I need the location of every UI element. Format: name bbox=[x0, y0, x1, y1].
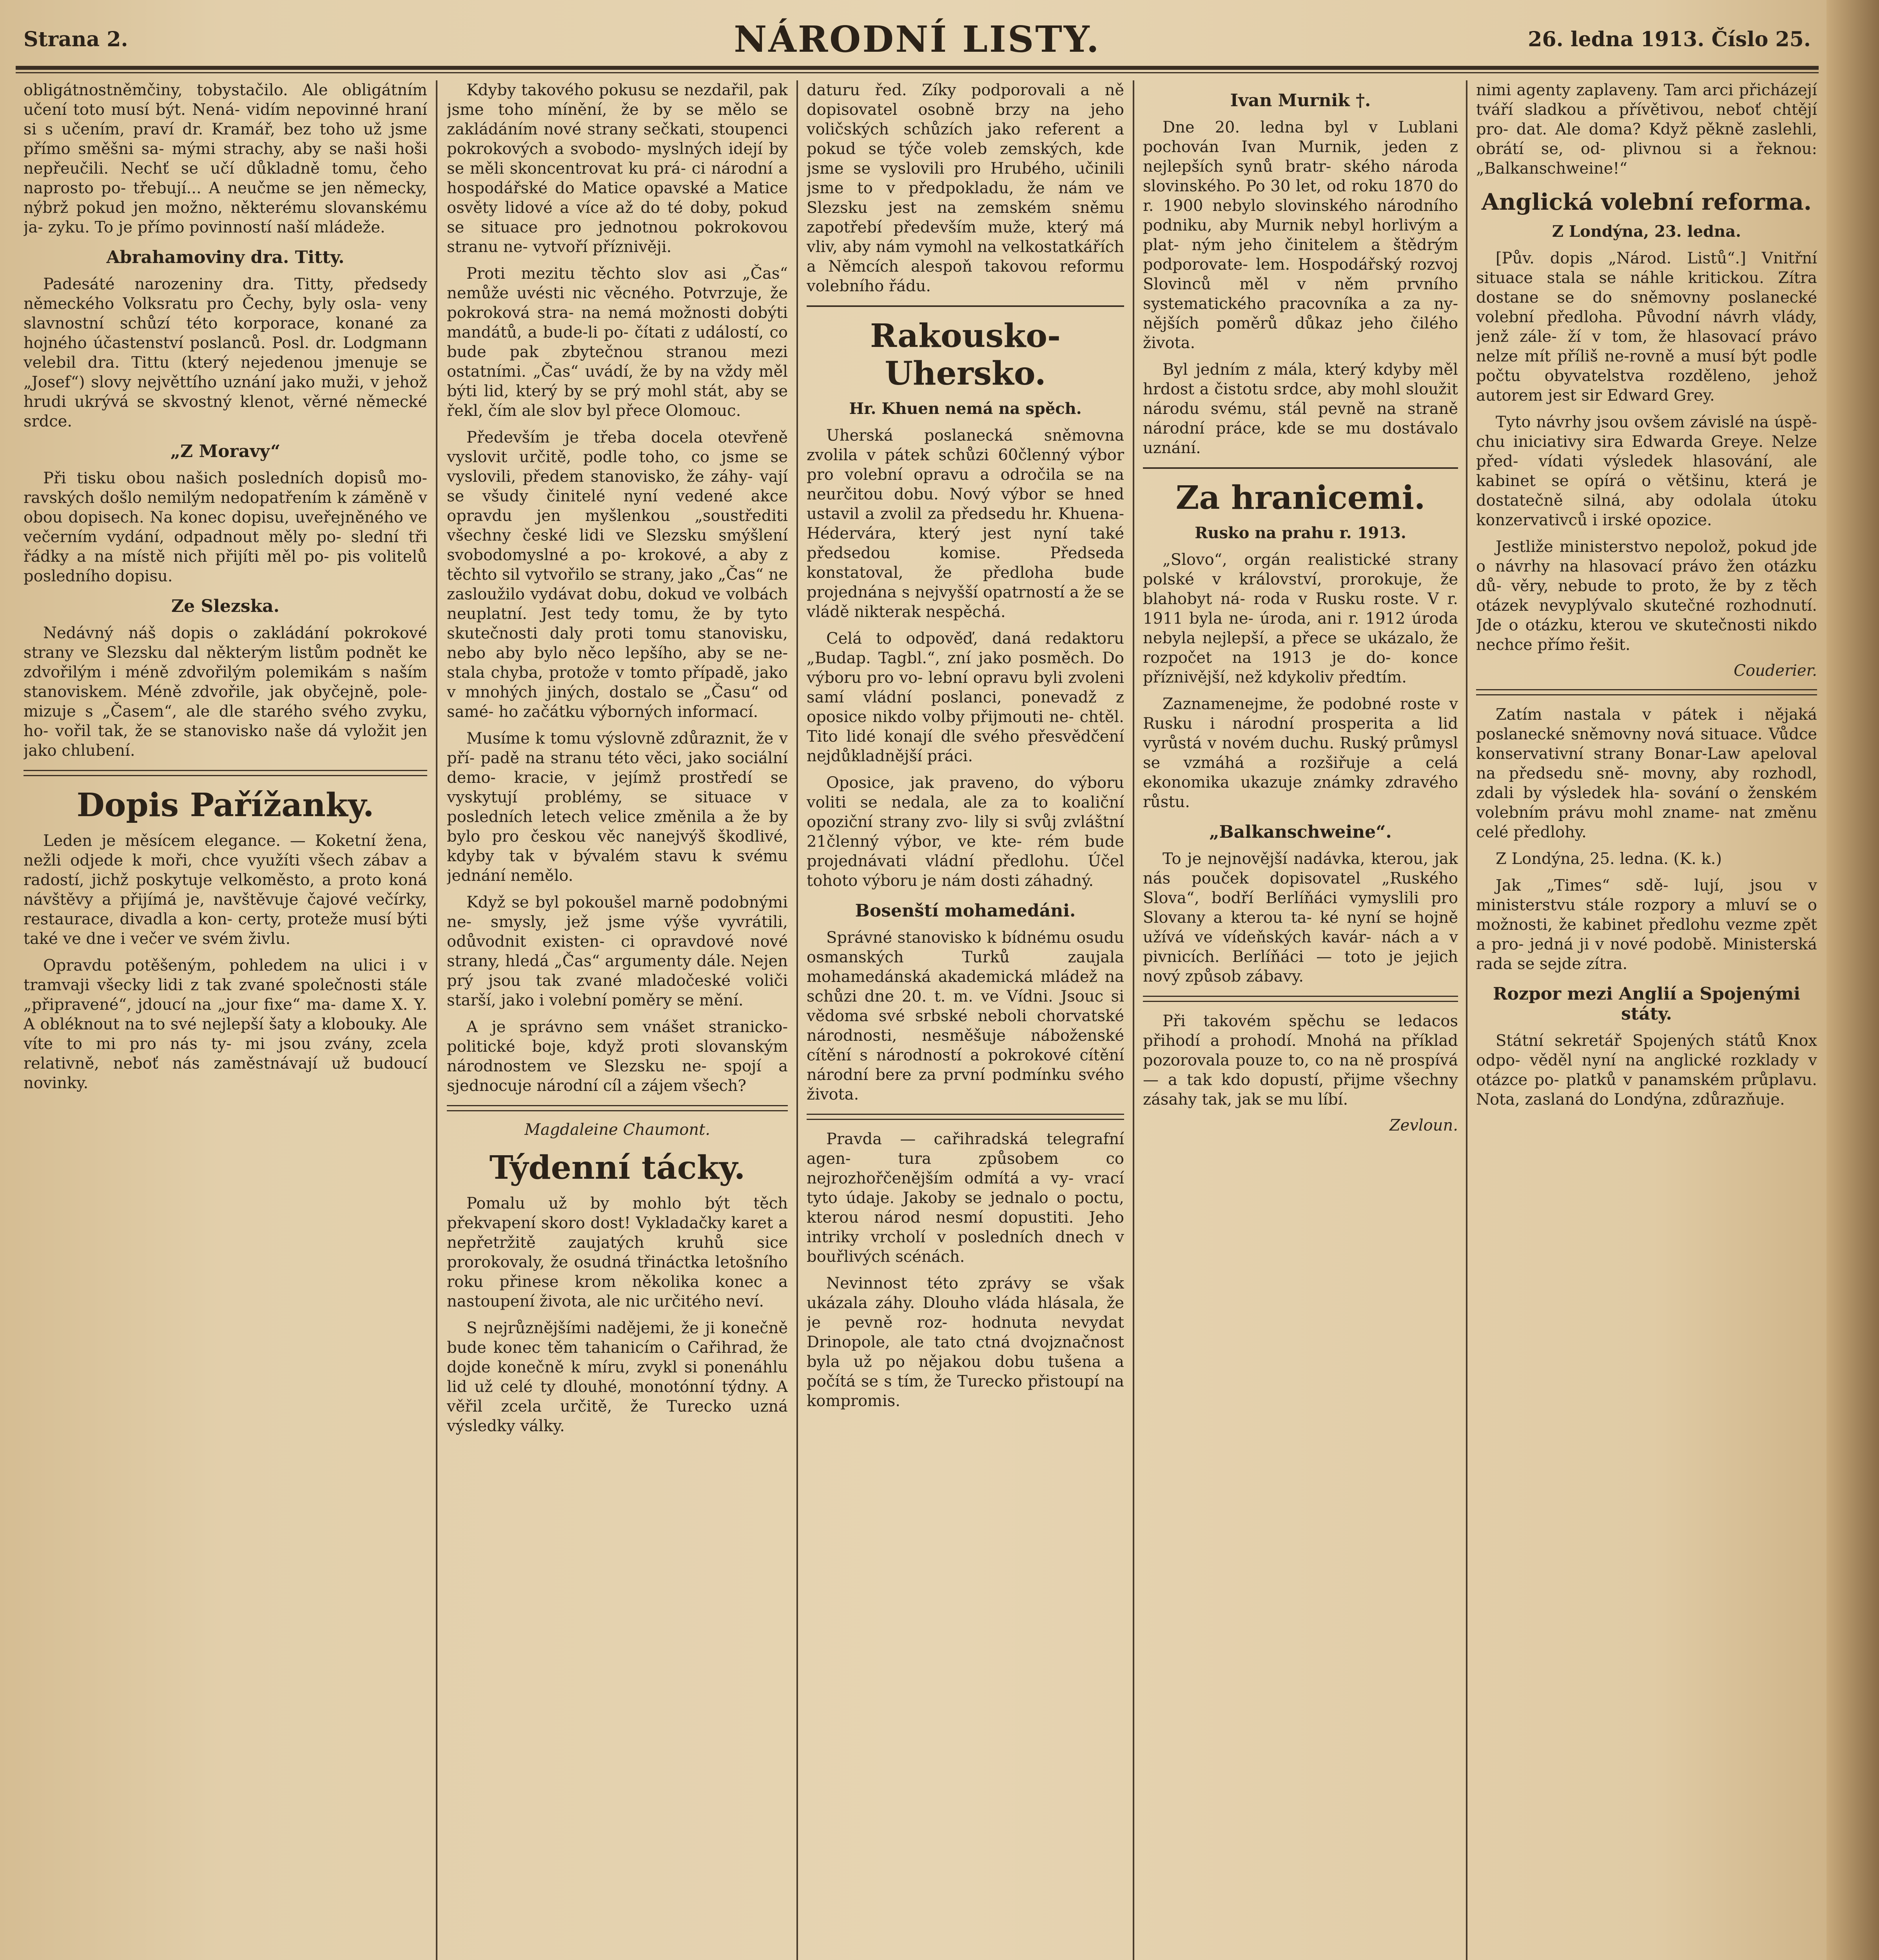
article-text: Celá to odpověď, daná redaktoru „Budap. Tagbl.“, zní jako posměch. Do výboru pro vo- lební opravu byli zvoleni samí vládní poslanci, ponevadž z oposice nikdo volby přijmouti ne- chtěl. Tito lidé konají dle svého přesvědčení nejdůkladnější práci. bbox=[807, 630, 1124, 765]
article-text: Když se byl pokoušel marně podobnými ne- smysly, jež jsme výše vyvrátili, odůvodnit existen- ci opravdové nové strany, hledá „Čas“ argumenty dále. Nejen prý jsou tak zvané mladočeské voliči starší, jako i volební poměry se mění. bbox=[447, 893, 788, 1009]
article-text: To je nejnovější nadávka, kterou, jak nás pouček dopisovatel „Ruského Slova“, bodří Berlíňáci vymyslili pro Slovany a kterou ta- ké nyní se hojně užívá ve vídeňských kavár- nách a v pivnicích. Berlíňáci — toto je jejich nový způsob zábavy. bbox=[1143, 850, 1458, 985]
feuilleton-headline: Dopis Pařížanky. bbox=[76, 786, 374, 824]
article-text: S nejrůznějšími nadějemi, že ji konečně bude konec těm tahanicím o Cařihrad, že dojde konečně k míru, zvykl si ponenáhlu lid už celé ty dlouhé, monotónní týdny. A věřil zcela určitě, že Turecko uzná výsledky války. bbox=[447, 1319, 788, 1435]
masthead-rule-thin bbox=[16, 72, 1819, 73]
article-text: Kdyby takového pokusu se nezdařil, pak jsme toho mínění, že by se mělo se zakládáním nové strany sečkati, stoupenci pokrokových a svobodo- myslných idejí by se měli skoncentrovat ku prá- ci národní a hospodářské do Matice opavské a Matice osvěty lidové a více až do té doby, pokud se situace pro jednotnou pokrokovou stranu ne- vytvoří příznivěji. bbox=[447, 81, 788, 256]
article-headline: „Balkanschweine“. bbox=[1209, 822, 1392, 842]
masthead-rule bbox=[16, 66, 1819, 70]
author-signature: Magdaleine Chaumont. bbox=[524, 1121, 710, 1139]
article-subheadline: Rusko na prahu r. 1913. bbox=[1195, 524, 1406, 542]
article-headline: Bosenští mohamedáni. bbox=[855, 901, 1076, 921]
article-text: Opravdu potěšeným, pohledem na ulici i v tramvaji všecky lidi z tak zvané společnosti stále „připravené“, jdoucí na „jour fixe“ ma- dame X. Y. A obléknout na to své nejlepší šaty a klobouky. Ale víte to mi pro nás ty- mi jsou zvány, zcela relativně, neboť nás zaměstnávají už budoucí novinky. bbox=[24, 956, 427, 1092]
article-text: Oposice, jak praveno, do výboru voliti se nedala, ale za to koaliční opoziční strany zvo- lily si svůj zvláštní 21členný výbor, ve kte- rém bude projednávati vládní předlohu. Účel tohoto výboru je nám dosti záhadný. bbox=[807, 774, 1124, 890]
article-text: Především je třeba docela otevřeně vyslovit určitě, podle toho, co jsme se vyslovili, předem stanovisko, že záhy- vají se všudy činitelé nyní vedené akce opravdu jen myšlenkou „soustřediti všechny české lidi ve Slezsku smýšlení svobodomyslné a po- krokové, a aby z těchto sil vytvořilo se strany, jako „Čas“ ne zasloužilo vydávat dobu, dokud ve volbách neuplatní. Jest tedy tomu, že by tyto skutečnosti daly proti tomu stanovisku, nebo aby bylo něco lepšího, aby se ne- stala chyba, protože v tomto případě, jako v mnohých jiných, dostalo se „Času“ od samé- ho začátku výborných informací. bbox=[447, 428, 788, 721]
article-text: Jak „Times“ sdě- lují, jsou v ministerstvu stále rozpory a mluví se o možnosti, že kabinet předlohu vezme zpět a pro- jedná ji v nové podobě. Ministerská rada se sejde zítra. bbox=[1476, 877, 1817, 973]
article-text: Při takovém spěchu se ledacos přihodí a prohodí. Mnohá na příklad pozorovala pouze to, co na ně prospívá — a tak kdo dopustí, přijme všechny zásahy tak, jak se mu líbí. bbox=[1143, 1012, 1458, 1109]
article-text: daturu řed. Zíky podporovali a ně dopisovatel osobně brzy na jeho voličských schůzích jako referent a pokud se týče voleb zemských, kde jsme se vyslovili pro Hrubého, učinili jsme to v předpokladu, že nám ve Slezsku jest na zemském sněmu zapotřebí především muže, který má vliv, aby nám vymohl na velkostatkářích a Němcích alespoň takovou reformu volebního řádu. bbox=[807, 81, 1124, 295]
feuilleton-headline: Týdenní tácky. bbox=[489, 1149, 745, 1187]
article-headline: Abrahamoviny dra. Titty. bbox=[106, 247, 345, 267]
column-3 bbox=[807, 80, 1124, 1960]
section-divider bbox=[1143, 996, 1458, 1002]
newspaper-title: NÁRODNÍ LISTY. bbox=[734, 18, 1101, 60]
section-divider bbox=[447, 1105, 788, 1111]
column-separator bbox=[796, 80, 798, 1960]
article-text: „Slovo“, orgán realistické strany polské v království, prorokuje, že blahobyt ná- roda v Rusku roste. V r. 1911 byla ne- úroda, ani r. 1912 úroda nebyla nejlepší, a přece se ukázalo, že rozpočet na 1913 je do- konce příznivější, než kdykoliv předtím. bbox=[1143, 551, 1458, 686]
article-text: Padesáté narozeniny dra. Titty, předsedy německého Volksratu pro Čechy, byly osla- veny slavnostní schůzí této korporace, konané za hojného účastenství poslanců. Posl. dr. Lodgmann velebil dra. Tittu (který nejedenou jmenuje se „Josef“) slovy největtího uznání jako muži, v jehož hrudi ukrývá se skvostný klenot, věrné německé srdce. bbox=[24, 275, 427, 430]
column-separator bbox=[1133, 80, 1134, 1960]
article-text: nimi agenty zaplaveny. Tam arci přicházejí tváří sladkou a přívětivou, neboť chtějí pro- dat. Ale doma? Když pěkně zaslehli, obrátí se, od- plivnou si a řeknou: „Balkanschweine!“ bbox=[1476, 81, 1817, 178]
article-text: Zaznamenejme, že podobné roste v Rusku i národní prosperita a lid vyrůstá v novém duchu. Ruský průmysl se vzmáhá a rozšiřuje a celá ekonomika ukazuje známky zdravého růstu. bbox=[1143, 695, 1458, 811]
article-text: Leden je měsícem elegance. — Koketní žena, nežli odjede k moři, chce využíti všech zábav a radostí, jichž poskytuje velkoměsto, a proto koná návštěvy a přijímá je, navštěvuje čajové večírky, restaurace, divadla a kon- certy, proteže musí býti také ve dne i večer ve svém živlu. bbox=[24, 832, 427, 948]
section-divider bbox=[1143, 467, 1458, 469]
column-4 bbox=[1143, 80, 1458, 1960]
author-signature: Couderier. bbox=[1734, 662, 1817, 680]
article-headline: Anglická volební reforma. bbox=[1481, 189, 1812, 215]
article-text: Zatím nastala v pátek i nějaká poslanecké sněmovny nová situace. Vůdce konservativní strany Bonar-Law apeloval na předsedu sně- movny, aby rozhodl, zdali by výsledek hla- sování o ženském volebním právu mohl zname- nat změnu celé předlohy. bbox=[1476, 706, 1817, 841]
issue-date: 26. ledna 1913. Číslo 25. bbox=[1528, 27, 1811, 51]
column-separator bbox=[436, 80, 437, 1960]
article-text: [Pův. dopis „Národ. Listů“.] Vnitřní situace stala se náhle kritickou. Zítra dostane se do sněmovny poslanecké volební předloha. Původní návrh vlády, jenž zále- ží v tom, že hlasovací právo nelze mít příliš ne-rovně a musí být podle počtu obyvatelstva rozděleno, jehož autorem jest sir Edward Grey. bbox=[1476, 249, 1817, 405]
article-subheadline: Hr. Khuen nemá na spěch. bbox=[849, 399, 1082, 418]
column-2 bbox=[447, 80, 788, 1960]
article-dateline: Z Londýna, 23. ledna. bbox=[1552, 222, 1741, 241]
article-headline: „Z Moravy“ bbox=[170, 441, 281, 461]
column-separator bbox=[1466, 80, 1467, 1960]
section-headline: Rakousko-Uhersko. bbox=[870, 317, 1061, 392]
masthead bbox=[16, 8, 1819, 67]
article-text: Státní sekretář Spojených států Knox odpo- věděl nyní na anglické rozklady v otázce po- platků v panamském průplavu. Nota, zaslaná do Londýna, zdůrazňuje. bbox=[1476, 1032, 1817, 1109]
article-text: Pomalu už by mohlo být těch překvapení skoro dost! Vykladačky karet a nepřetržitě zaujatých kruhů sice prorokovaly, že osudná třináctka letošního roku přinese krom několika konec a nastoupení života, ale nic určitého neví. bbox=[447, 1194, 788, 1310]
article-text: Tyto návrhy jsou ovšem závislé na úspě- chu iniciativy sira Edwarda Greye. Nelze před- vídati výsledek hlasování, ale kabinet se opírá o většinu, která je dostatečně silná, aby odolala útoku konzervativců i irské opozice. bbox=[1476, 413, 1817, 529]
article-text: Nevinnost této zprávy se však ukázala záhy. Dlouho vláda hlásala, že je pevně roz- hodnuta nevydat Drinopole, ale tato ctná dvojznačnost byla už po nějakou dobu tušena a počítá se s tím, že Turecko přistoupí na kompromis. bbox=[807, 1274, 1124, 1410]
page-edge-shadow bbox=[1826, 0, 1879, 1960]
article-text: A je správno sem vnášet stranicko-politické boje, když proti slovanským národnostem ve Slezsku ne- spojí a sjednocuje národní cíl a zájem všech? bbox=[447, 1018, 788, 1095]
article-text: Uherská poslanecká sněmovna zvolila v pátek schůzi 60členný výbor pro volební opravu a odročila se na neurčitou dobu. Nový výbor se hned ustavil a zvolil za předsedu hr. Khuena-Hédervára, který jest nyní také předsedou komise. Předseda konstatoval, že předloha bude projednána s nejvyšší opatrností a že se vládě nikterak nespěchá. bbox=[807, 426, 1124, 621]
article-headline: Ze Slezska. bbox=[171, 596, 279, 616]
article-headline: Rozpor mezi Anglií a Spojenými státy. bbox=[1493, 984, 1800, 1024]
section-divider bbox=[1476, 689, 1817, 695]
article-text: Byl jedním z mála, který kdyby měl hrdost a čistotu srdce, aby mohl sloužit národu svému, stál pevně na straně národní práce, kde se mu dostávalo uznání. bbox=[1143, 361, 1458, 457]
article-text: Správné stanovisko k bídnému osudu osmanských Turků zaujala mohamedánská akademická mládež na schůzi dne 20. t. m. ve Vídni. Jsouc si vědoma své srbské neboli chorvatské národnosti, nesměšuje náboženské cítění s národností a pokrokové cítění národní bere za první podmínku svého života. bbox=[807, 929, 1124, 1103]
article-text: Musíme k tomu výslovně zdůraznit, že v pří- padě na stranu této věci, jako sociální demo- kracie, v jejímž prostředí se vyskytují problémy, se situace v posledních letech velice změnila a že by bylo pro českou věc nanejvýš škodlivé, kdyby tak v bývalém stavu k svému jednání nemělo. bbox=[447, 730, 788, 885]
page-number: Strana 2. bbox=[24, 27, 128, 51]
article-text: obligátnostněmčiny, tobystačilo. Ale obligátním učení toto musí být. Nená- vidím nepovinné hraní si s učením, praví dr. Kramář, bez toho už jsme přímo směšni sa- mými strachy, aby se naši hoši nepřeučili. Nechť se učí důkladně tomu, čeho naprosto po- třebují... A neučme se jen německy, nýbrž pokud jen možno, některému slovanskému ja- zyku. To je přímo povinností naší mládeže. bbox=[24, 81, 427, 236]
article-headline: Ivan Murnik †. bbox=[1230, 91, 1371, 111]
column-1 bbox=[24, 80, 427, 1960]
article-text: Nedávný náš dopis o zakládání pokrokové strany ve Slezsku dal některým listům podnět ke zdvořilým i méně zdvořilým polemikám s naším stanoviskem. Méně zdvořile, jak obyčejně, pole- mizuje s „Časem“, ale dle starého svého zvyku, ho- vořil tak, že se stanovisko naše dá vyložit jen jako chlubení. bbox=[24, 624, 427, 760]
article-dateline: Z Londýna, 25. ledna. (K. k.) bbox=[1496, 850, 1722, 868]
article-text: Jestliže ministerstvo nepolož, pokud jde o návrhy na hlasovací právo žen otázku dů- věry, nebude to proto, že by z těch otázek nevyplývalo skutečné rozhodnutí. Jde o otázku, kterou ve skutečnosti nikdo nechce přímo řešit. bbox=[1476, 538, 1817, 654]
section-divider bbox=[807, 1114, 1124, 1120]
author-signature: Zevloun. bbox=[1389, 1116, 1458, 1134]
article-text: Proti mezitu těchto slov asi „Čas“ nemůže uvésti nic věcného. Potvrzuje, že pokroková stra- na nemá možnosti dobýti mandátů, a bude-li po- čítati z událostí, co bude pak zbytečnou stranou mezi ostatními. „Čas“ uvádí, že by na vždy měl býti lid, který by se prý mohl stát, aby se řekl, čím ale slov byl přece Olomouc. bbox=[447, 265, 788, 420]
section-divider bbox=[807, 305, 1124, 307]
section-divider bbox=[24, 770, 427, 776]
article-text: Při tisku obou našich posledních dopisů mo- ravských došlo nemilým nedopatřením k záměně v obou dopisech. Na konec dopisu, uveřejněného ve večerním vydání, odpadnout měly po- slední tři řádky a na místě nich přijíti měl po- pis volitelů posledního dopisu. bbox=[24, 469, 427, 585]
column-5 bbox=[1476, 80, 1817, 1960]
article-text: Pravda — cařihradská telegrafní agen- tura způsobem co nejrozhořčenějším odmítá a vy- vrací tyto údaje. Jakoby se jednalo o poctu, kterou národ nesmí dopustiti. Jeho intriky vrcholí v posledních dnech v bouřlivých scénách. bbox=[807, 1130, 1124, 1266]
article-text: Dne 20. ledna byl v Lublani pochován Ivan Murnik, jeden z nejlepších synů bratr- ského národa slovinského. Po 30 let, od roku 1870 do r. 1900 nebylo slovinského národního podniku, aby Murnik nebyl horlivým a plat- ným jeho činitelem a štědrým podporovate- lem. Hospodářský rozvoj Slovinců měl v něm prvního systematického pracovníka a za ny- nějších poměrů důkaz jeho čilého života. bbox=[1143, 118, 1458, 352]
section-headline: Za hranicemi. bbox=[1175, 479, 1426, 517]
